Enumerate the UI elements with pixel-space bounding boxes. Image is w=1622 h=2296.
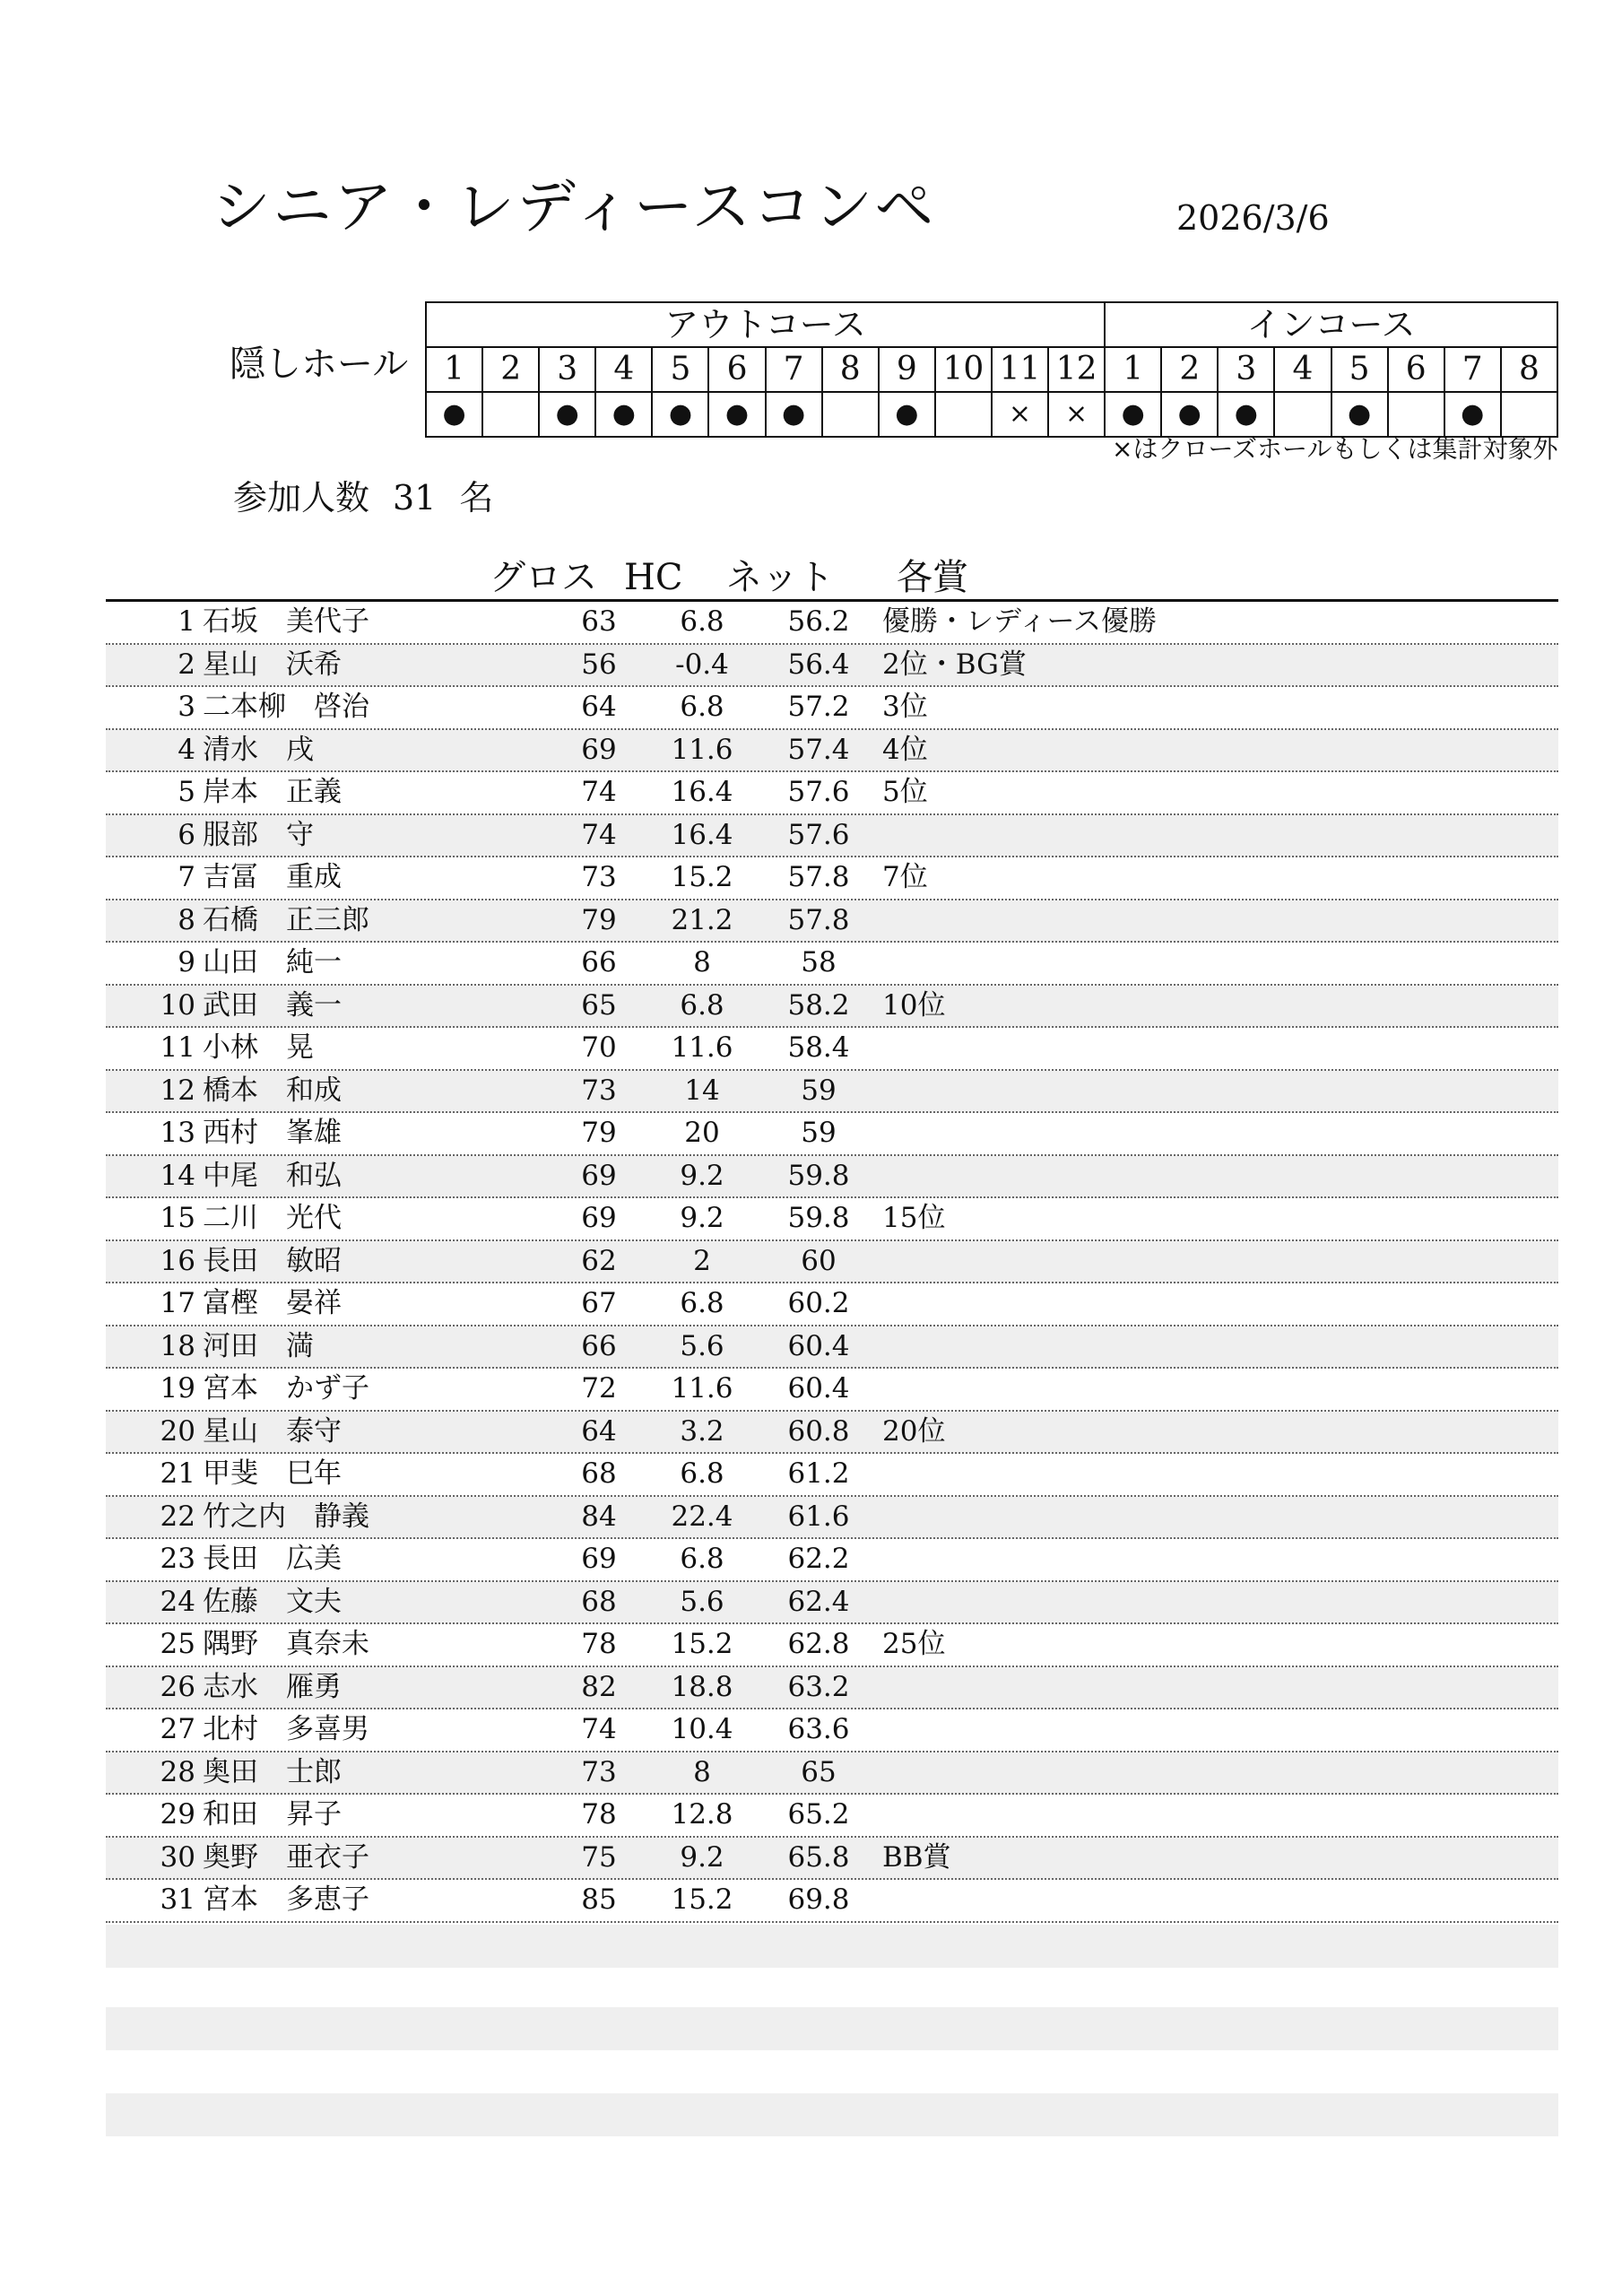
cell-name: 奥野 亜衣子 xyxy=(203,1840,369,1874)
cell-net: 58.4 xyxy=(787,1031,850,1064)
out-hole-mark-3: ● xyxy=(539,392,595,437)
out-course-header: アウトコース xyxy=(426,302,1105,347)
cell-gross: 73 xyxy=(581,861,617,893)
cell-hc: 14 xyxy=(684,1074,720,1107)
cell-gross: 84 xyxy=(581,1500,617,1533)
cell-gross: 62 xyxy=(581,1244,617,1277)
table-row xyxy=(106,1454,1558,1497)
cell-net: 59 xyxy=(801,1117,837,1149)
table-row xyxy=(106,772,1558,815)
table-row xyxy=(106,1752,1558,1796)
cell-name: 隅野 真奈未 xyxy=(203,1628,369,1660)
cell-name: 和田 昇子 xyxy=(203,1798,342,1831)
cell-hc: 15.2 xyxy=(671,861,733,893)
cell-net: 65.8 xyxy=(787,1840,850,1874)
blank-row xyxy=(106,2093,1558,2136)
cell-hc: 16.4 xyxy=(671,776,733,808)
in-hole-mark-5: ● xyxy=(1331,392,1388,437)
cell-hc: 11.6 xyxy=(671,733,733,766)
cell-hc: -0.4 xyxy=(675,648,729,681)
cell-net: 65 xyxy=(801,1755,837,1788)
participant-count-unit: 名 xyxy=(459,478,494,517)
cell-no: 1 xyxy=(178,605,195,638)
in-hole-number-3: 3 xyxy=(1218,347,1274,392)
table-row xyxy=(106,943,1558,986)
cell-hc: 18.8 xyxy=(671,1670,733,1703)
cell-name: 小林 晃 xyxy=(203,1031,314,1064)
cell-name: 北村 多喜男 xyxy=(203,1713,369,1745)
cell-award: 2位・BG賞 xyxy=(882,648,1027,681)
cell-award: 15位 xyxy=(882,1202,946,1234)
cell-hc: 9.2 xyxy=(680,1159,724,1192)
cell-net: 57.8 xyxy=(787,861,850,893)
cell-name: 富樫 晏祥 xyxy=(203,1287,342,1319)
table-row xyxy=(106,1624,1558,1667)
cell-hc: 10.4 xyxy=(671,1713,733,1745)
in-hole-number-7: 7 xyxy=(1444,347,1501,392)
cell-net: 57.4 xyxy=(787,733,850,766)
cell-hc: 8 xyxy=(693,1755,711,1788)
cell-gross: 67 xyxy=(581,1287,617,1319)
out-hole-number-12: 12 xyxy=(1048,347,1105,392)
cell-no: 11 xyxy=(160,1031,195,1064)
cell-hc: 2 xyxy=(693,1244,711,1277)
cell-gross: 74 xyxy=(581,776,617,808)
cell-hc: 6.8 xyxy=(680,988,724,1022)
cell-gross: 73 xyxy=(581,1755,617,1788)
out-hole-number-1: 1 xyxy=(426,347,482,392)
hc-column-header: HC xyxy=(624,557,683,598)
cell-hc: 5.6 xyxy=(680,1585,724,1618)
cell-gross: 66 xyxy=(581,946,617,978)
out-hole-number-3: 3 xyxy=(539,347,595,392)
cell-no: 2 xyxy=(178,648,195,681)
cell-gross: 72 xyxy=(581,1372,617,1405)
cell-net: 63.2 xyxy=(787,1670,850,1703)
table-row xyxy=(106,1113,1558,1156)
table-row xyxy=(106,1412,1558,1455)
cell-gross: 65 xyxy=(581,988,617,1022)
out-hole-mark-9: ● xyxy=(879,392,935,437)
table-row xyxy=(106,687,1558,730)
cell-gross: 68 xyxy=(581,1585,617,1618)
cell-name: 河田 満 xyxy=(203,1329,314,1362)
in-hole-number-1: 1 xyxy=(1105,347,1161,392)
in-hole-number-5: 5 xyxy=(1331,347,1388,392)
cell-name: 清水 戌 xyxy=(203,733,314,766)
out-hole-number-4: 4 xyxy=(595,347,652,392)
cell-gross: 79 xyxy=(581,903,617,936)
in-hole-mark-6 xyxy=(1388,392,1444,437)
cell-award: 10位 xyxy=(882,988,946,1022)
cell-gross: 74 xyxy=(581,818,617,851)
in-hole-mark-7: ● xyxy=(1444,392,1501,437)
cell-award: 優勝・レディース優勝 xyxy=(882,605,1157,638)
table-row xyxy=(106,645,1558,688)
cell-name: 岸本 正義 xyxy=(203,776,342,808)
table-row xyxy=(106,1071,1558,1114)
in-hole-number-8: 8 xyxy=(1501,347,1557,392)
cell-name: 二本柳 啓治 xyxy=(203,691,369,723)
course-header-row xyxy=(426,302,1557,347)
out-hole-mark-6: ● xyxy=(708,392,765,437)
cell-gross: 69 xyxy=(581,1543,617,1575)
cell-name: 西村 峯雄 xyxy=(203,1117,342,1149)
cell-gross: 78 xyxy=(581,1798,617,1831)
cell-gross: 82 xyxy=(581,1670,617,1703)
cell-no: 13 xyxy=(160,1117,195,1149)
cell-net: 56.4 xyxy=(787,648,850,681)
cell-gross: 75 xyxy=(581,1840,617,1874)
cell-award: BB賞 xyxy=(882,1840,951,1874)
cell-hc: 8 xyxy=(693,946,711,978)
cell-net: 59 xyxy=(801,1074,837,1107)
cell-hc: 20 xyxy=(684,1117,720,1149)
results-table xyxy=(106,602,1558,1923)
table-row xyxy=(106,857,1558,900)
cell-no: 21 xyxy=(160,1457,195,1490)
cell-no: 7 xyxy=(178,861,195,893)
out-hole-number-9: 9 xyxy=(879,347,935,392)
cell-no: 9 xyxy=(178,946,195,978)
cell-net: 58.2 xyxy=(787,988,850,1022)
cell-name: 星山 沃希 xyxy=(203,648,342,681)
cell-name: 宮本 かず子 xyxy=(203,1372,369,1405)
cell-name: 甲斐 巳年 xyxy=(203,1457,342,1490)
cell-net: 56.2 xyxy=(787,605,850,638)
cell-no: 29 xyxy=(160,1798,195,1831)
table-row xyxy=(106,1326,1558,1370)
cell-net: 57.6 xyxy=(787,818,850,851)
cell-award: 25位 xyxy=(882,1628,946,1660)
table-row xyxy=(106,1241,1558,1284)
cell-gross: 69 xyxy=(581,733,617,766)
out-hole-mark-5: ● xyxy=(652,392,708,437)
cell-net: 59.8 xyxy=(787,1159,850,1192)
out-hole-mark-7: ● xyxy=(766,392,822,437)
cell-hc: 9.2 xyxy=(680,1840,724,1874)
cell-award: 20位 xyxy=(882,1414,946,1448)
blank-row xyxy=(106,2007,1558,2050)
cell-hc: 21.2 xyxy=(671,903,733,936)
cell-gross: 68 xyxy=(581,1457,617,1490)
out-hole-number-8: 8 xyxy=(822,347,879,392)
out-hole-mark-1: ● xyxy=(426,392,482,437)
cell-no: 6 xyxy=(178,818,195,851)
cell-gross: 85 xyxy=(581,1883,617,1916)
cell-hc: 22.4 xyxy=(671,1500,733,1533)
cell-name: 石橋 正三郎 xyxy=(203,903,369,936)
event-date: 2026/3/6 xyxy=(1176,198,1330,238)
participant-count-value: 31 xyxy=(393,478,437,517)
in-hole-mark-8 xyxy=(1501,392,1557,437)
out-hole-number-6: 6 xyxy=(708,347,765,392)
cell-hc: 11.6 xyxy=(671,1031,733,1064)
table-row xyxy=(106,1369,1558,1412)
cell-gross: 79 xyxy=(581,1117,617,1149)
in-hole-number-4: 4 xyxy=(1274,347,1331,392)
cell-hc: 12.8 xyxy=(671,1798,733,1831)
cell-no: 22 xyxy=(160,1500,195,1533)
cell-net: 65.2 xyxy=(787,1798,850,1831)
cell-net: 62.8 xyxy=(787,1628,850,1660)
cell-no: 25 xyxy=(160,1628,195,1660)
cell-net: 62.4 xyxy=(787,1585,850,1618)
hidden-holes-table xyxy=(425,301,1558,438)
out-hole-number-10: 10 xyxy=(935,347,992,392)
cell-gross: 69 xyxy=(581,1202,617,1234)
cell-gross: 64 xyxy=(581,1414,617,1448)
hole-number-row xyxy=(426,347,1557,392)
cell-net: 57.8 xyxy=(787,903,850,936)
cell-name: 奥田 士郎 xyxy=(203,1755,342,1788)
cell-no: 24 xyxy=(160,1585,195,1618)
table-row xyxy=(106,1795,1558,1838)
out-hole-mark-10 xyxy=(935,392,992,437)
blank-row xyxy=(106,1925,1558,1968)
award-column-header: 各賞 xyxy=(897,557,968,598)
table-row xyxy=(106,730,1558,773)
table-row xyxy=(106,1838,1558,1881)
cell-hc: 5.6 xyxy=(680,1329,724,1362)
out-hole-mark-11: × xyxy=(992,392,1048,437)
cell-net: 60.4 xyxy=(787,1329,850,1362)
cell-net: 60.8 xyxy=(787,1414,850,1448)
cell-hc: 9.2 xyxy=(680,1202,724,1234)
out-hole-mark-2 xyxy=(482,392,539,437)
cell-gross: 74 xyxy=(581,1713,617,1745)
table-row xyxy=(106,1880,1558,1923)
cell-gross: 63 xyxy=(581,605,617,638)
cell-name: 竹之内 静義 xyxy=(203,1500,369,1533)
cell-name: 志水 雁勇 xyxy=(203,1670,342,1703)
out-hole-mark-8 xyxy=(822,392,879,437)
net-column-header: ネット xyxy=(726,557,834,598)
table-row xyxy=(106,1539,1558,1582)
cell-hc: 16.4 xyxy=(671,818,733,851)
in-hole-mark-4 xyxy=(1274,392,1331,437)
cell-no: 10 xyxy=(160,988,195,1022)
cell-net: 60.2 xyxy=(787,1287,850,1319)
cell-net: 57.6 xyxy=(787,776,850,808)
cell-name: 佐藤 文夫 xyxy=(203,1585,342,1618)
in-hole-number-6: 6 xyxy=(1388,347,1444,392)
table-row xyxy=(106,986,1558,1029)
out-hole-mark-4: ● xyxy=(595,392,652,437)
cell-net: 61.2 xyxy=(787,1457,850,1490)
cell-hc: 6.8 xyxy=(680,605,724,638)
table-row xyxy=(106,602,1558,645)
cell-gross: 66 xyxy=(581,1329,617,1362)
cell-name: 宮本 多恵子 xyxy=(203,1883,369,1916)
cell-award: 7位 xyxy=(882,861,928,893)
in-hole-number-2: 2 xyxy=(1161,347,1218,392)
cell-name: 山田 純一 xyxy=(203,946,342,978)
cell-gross: 73 xyxy=(581,1074,617,1107)
cell-no: 3 xyxy=(178,691,195,723)
cell-no: 20 xyxy=(160,1414,195,1448)
cell-name: 橋本 和成 xyxy=(203,1074,342,1107)
cell-name: 長田 広美 xyxy=(203,1543,342,1575)
out-hole-number-2: 2 xyxy=(482,347,539,392)
cell-gross: 78 xyxy=(581,1628,617,1660)
in-course-header: インコース xyxy=(1105,302,1557,347)
cell-name: 服部 守 xyxy=(203,818,314,851)
out-hole-mark-12: × xyxy=(1048,392,1105,437)
cell-gross: 69 xyxy=(581,1159,617,1192)
table-row xyxy=(106,1709,1558,1752)
cell-net: 69.8 xyxy=(787,1883,850,1916)
cell-no: 14 xyxy=(160,1159,195,1192)
table-row xyxy=(106,815,1558,858)
cell-hc: 15.2 xyxy=(671,1883,733,1916)
cell-no: 19 xyxy=(160,1372,195,1405)
cell-name: 石坂 美代子 xyxy=(203,605,369,638)
cell-no: 27 xyxy=(160,1713,195,1745)
table-row xyxy=(106,1582,1558,1625)
out-hole-number-7: 7 xyxy=(766,347,822,392)
cell-name: 吉冨 重成 xyxy=(203,861,342,893)
cell-no: 4 xyxy=(178,733,195,766)
cell-no: 5 xyxy=(178,776,195,808)
cell-name: 星山 泰守 xyxy=(203,1414,342,1448)
cell-no: 17 xyxy=(160,1287,195,1319)
cell-no: 8 xyxy=(178,903,195,936)
cell-net: 58 xyxy=(801,946,837,978)
out-hole-number-11: 11 xyxy=(992,347,1048,392)
cell-no: 26 xyxy=(160,1670,195,1703)
hidden-holes-label: 隠しホール xyxy=(230,344,409,385)
cell-gross: 56 xyxy=(581,648,617,681)
cell-name: 二川 光代 xyxy=(203,1202,342,1234)
cell-award: 5位 xyxy=(882,776,928,808)
gross-column-header: グロス xyxy=(490,557,597,598)
cell-award: 3位 xyxy=(882,691,928,723)
cell-hc: 6.8 xyxy=(680,1287,724,1319)
table-row xyxy=(106,1198,1558,1241)
cell-name: 長田 敏昭 xyxy=(203,1244,342,1277)
cell-award: 4位 xyxy=(882,733,928,766)
cell-no: 31 xyxy=(160,1883,195,1916)
cell-hc: 15.2 xyxy=(671,1628,733,1660)
cell-hc: 11.6 xyxy=(671,1372,733,1405)
cell-no: 18 xyxy=(160,1329,195,1362)
cell-no: 28 xyxy=(160,1755,195,1788)
out-hole-number-5: 5 xyxy=(652,347,708,392)
table-row xyxy=(106,1028,1558,1071)
cell-no: 30 xyxy=(160,1840,195,1874)
cell-no: 16 xyxy=(160,1244,195,1277)
cell-name: 中尾 和弘 xyxy=(203,1159,342,1192)
cell-net: 60.4 xyxy=(787,1372,850,1405)
closed-hole-note: ×はクローズホールもしくは集計対象外 xyxy=(1112,434,1558,464)
cell-hc: 6.8 xyxy=(680,691,724,723)
cell-no: 23 xyxy=(160,1543,195,1575)
in-hole-mark-3: ● xyxy=(1218,392,1274,437)
cell-no: 15 xyxy=(160,1202,195,1234)
participant-count-label: 参加人数 xyxy=(233,478,370,517)
cell-name: 武田 義一 xyxy=(203,988,342,1022)
cell-hc: 3.2 xyxy=(680,1414,724,1448)
table-row xyxy=(106,900,1558,944)
cell-hc: 6.8 xyxy=(680,1457,724,1490)
table-row xyxy=(106,1283,1558,1326)
cell-gross: 64 xyxy=(581,691,617,723)
hole-mark-row xyxy=(426,392,1557,437)
participant-count xyxy=(233,478,516,517)
cell-net: 61.6 xyxy=(787,1500,850,1533)
page-title: シニア・レディースコンペ xyxy=(212,172,936,241)
in-hole-mark-1: ● xyxy=(1105,392,1161,437)
cell-net: 59.8 xyxy=(787,1202,850,1234)
table-row xyxy=(106,1497,1558,1540)
cell-net: 62.2 xyxy=(787,1543,850,1575)
table-row xyxy=(106,1156,1558,1199)
table-row xyxy=(106,1667,1558,1710)
cell-net: 60 xyxy=(801,1244,837,1277)
cell-net: 63.6 xyxy=(787,1713,850,1745)
cell-gross: 70 xyxy=(581,1031,617,1064)
in-hole-mark-2: ● xyxy=(1161,392,1218,437)
cell-no: 12 xyxy=(160,1074,195,1107)
cell-hc: 6.8 xyxy=(680,1543,724,1575)
cell-net: 57.2 xyxy=(787,691,850,723)
